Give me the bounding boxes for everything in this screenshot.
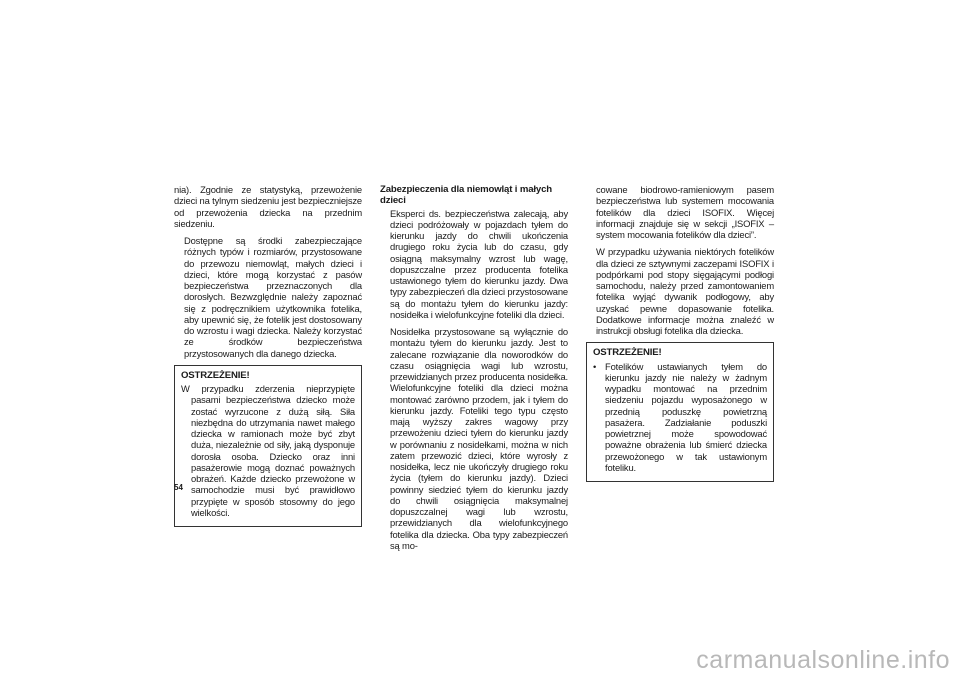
warning-box-left: [174, 365, 362, 527]
warning-title-left: OSTRZEŻENIE!: [181, 369, 250, 381]
right-paragraph-2: W przypadku używania niektórych fotelików dla dzieci ze sztywnymi zaczepami ISOFIX i podpórkami pod stopy sięgającymi podłogi samochodu, należy przed zamontowaniem fotelika wyjąć dywanik podłogowy, aby uzyskać pewne dopasowanie fotelika. Dodatkowe informacje można znaleźć w instrukcji obsługi fotelika dla dziecka.: [596, 246, 774, 336]
warning-text-left: W przypadku zderzenia nieprzypięte pasami bezpieczeństwa dziecko może zostać wyrzucone z dużą siłą. Siła niezbędna do utrzymania nawet małego dziecka w ramionach może być zbyt duża, niezależnie od siły, jaką dysponuje dorosła osoba. Dziecko oraz inni pasażerowie mogą doznać poważnych obrażeń. Każde dziecko przewożone w samochodzie musi być prawidłowo przypięte w sposób stosowny do jego wielkości.: [181, 383, 355, 518]
left-column: [174, 184, 362, 527]
middle-paragraph-1: Eksperci ds. bezpieczeństwa zalecają, aby dzieci podróżowały w pojazdach tyłem do kierunku jazdy do chwili ukończenia drugiego roku życia lub do czasu, gdy osiągną maksymalny wzrost lub wagę, dopuszczalne przez producenta fotelika ustawionego tyłem do kierunku jazdy. Dwa typy zabezpieczeń dla dzieci przystosowane są do montażu tyłem do kierunku jazdy: nosidełka i wielofunkcyjne foteliki dla dzieci.: [390, 207, 568, 320]
watermark: carmanualsonline.info: [696, 646, 950, 674]
warning-box-right: [586, 342, 774, 482]
right-column: [586, 184, 774, 482]
section-heading: Zabezpieczenia dla niemowląt i małych dzieci: [380, 184, 552, 207]
warning-title-right: OSTRZEŻENIE!: [593, 347, 662, 359]
page-number: 54: [174, 483, 183, 492]
warning-bullet-item: [593, 361, 767, 474]
middle-paragraph-2: Nosidełka przystosowane są wyłącznie do montażu tyłem do kierunku jazdy. Jest to zalecane rozwiązanie dla noworodków do czasu osiągnięcia wagi lub wzrostu, przewidzianych przez producenta nosidełka. Wielofunkcyjne foteliki dla dzieci można montować zarówno przodem, jak i tyłem do kierunku jazdy. Foteliki tego typu często mają wyższy zakres wagowy przy przewożeniu dzieci tyłem do kierunku jazdy w porównaniu z nosidełkami, można w nich zatem przewozić dzieci, które wyrosły z nosidełka, lecz nie ukończyły drugiego roku życia (tyłem do kierunku jazdy). Dzieci powinny siedzieć tyłem do kierunku jazdy do chwili osiągnięcia maksymalnej dopuszczalnej wagi lub wzrostu, przewidzianych dla wielofunkcyjnego fotelika dla dziecka. Oba typy zabezpieczeń są mo-: [390, 326, 568, 551]
left-paragraph-1: nia). Zgodnie ze statystyką, przewożenie dzieci na tylnym siedzeniu jest bezpieczniejsze od przewożenia dziecka na przednim siedzeniu.: [174, 184, 362, 229]
warning-text-right: Fotelików ustawianych tyłem do kierunku jazdy nie należy w żadnym wypadku montować na przednim siedzeniu pojazdu wyposażonego w przednią poduszkę powietrzną pasażera. Zadziałanie poduszki powietrznej może spowodować poważne obrażenia lub śmierć dziecka przewożonego w tak ustawionym foteliku.: [605, 360, 767, 473]
right-paragraph-1: cowane biodrowo-ramieniowym pasem bezpieczeństwa lub systemem mocowania fotelików dla dzieci ISOFIX. Więcej informacji znajduje się w sekcji „ISOFIX – system mocowania fotelików dla dzieci”.: [596, 184, 774, 240]
bullet-icon: •: [593, 360, 597, 372]
left-paragraph-2: Dostępne są środki zabezpieczające różnych typów i rozmiarów, przystosowane do przewozu niemowląt, małych dzieci i dzieci, które mogą korzystać z pasów bezpieczeństwa przeznaczonych dla dorosłych. Bezwzględnie należy zapoznać się z podręcznikiem użytkownika fotelika, aby upewnić się, że fotelik jest dostosowany do wzrostu i wagi dziecka. Należy korzystać ze środków bezpieczeństwa przystosowanych dla danego dziecka.: [184, 235, 362, 359]
middle-column: [380, 184, 568, 557]
